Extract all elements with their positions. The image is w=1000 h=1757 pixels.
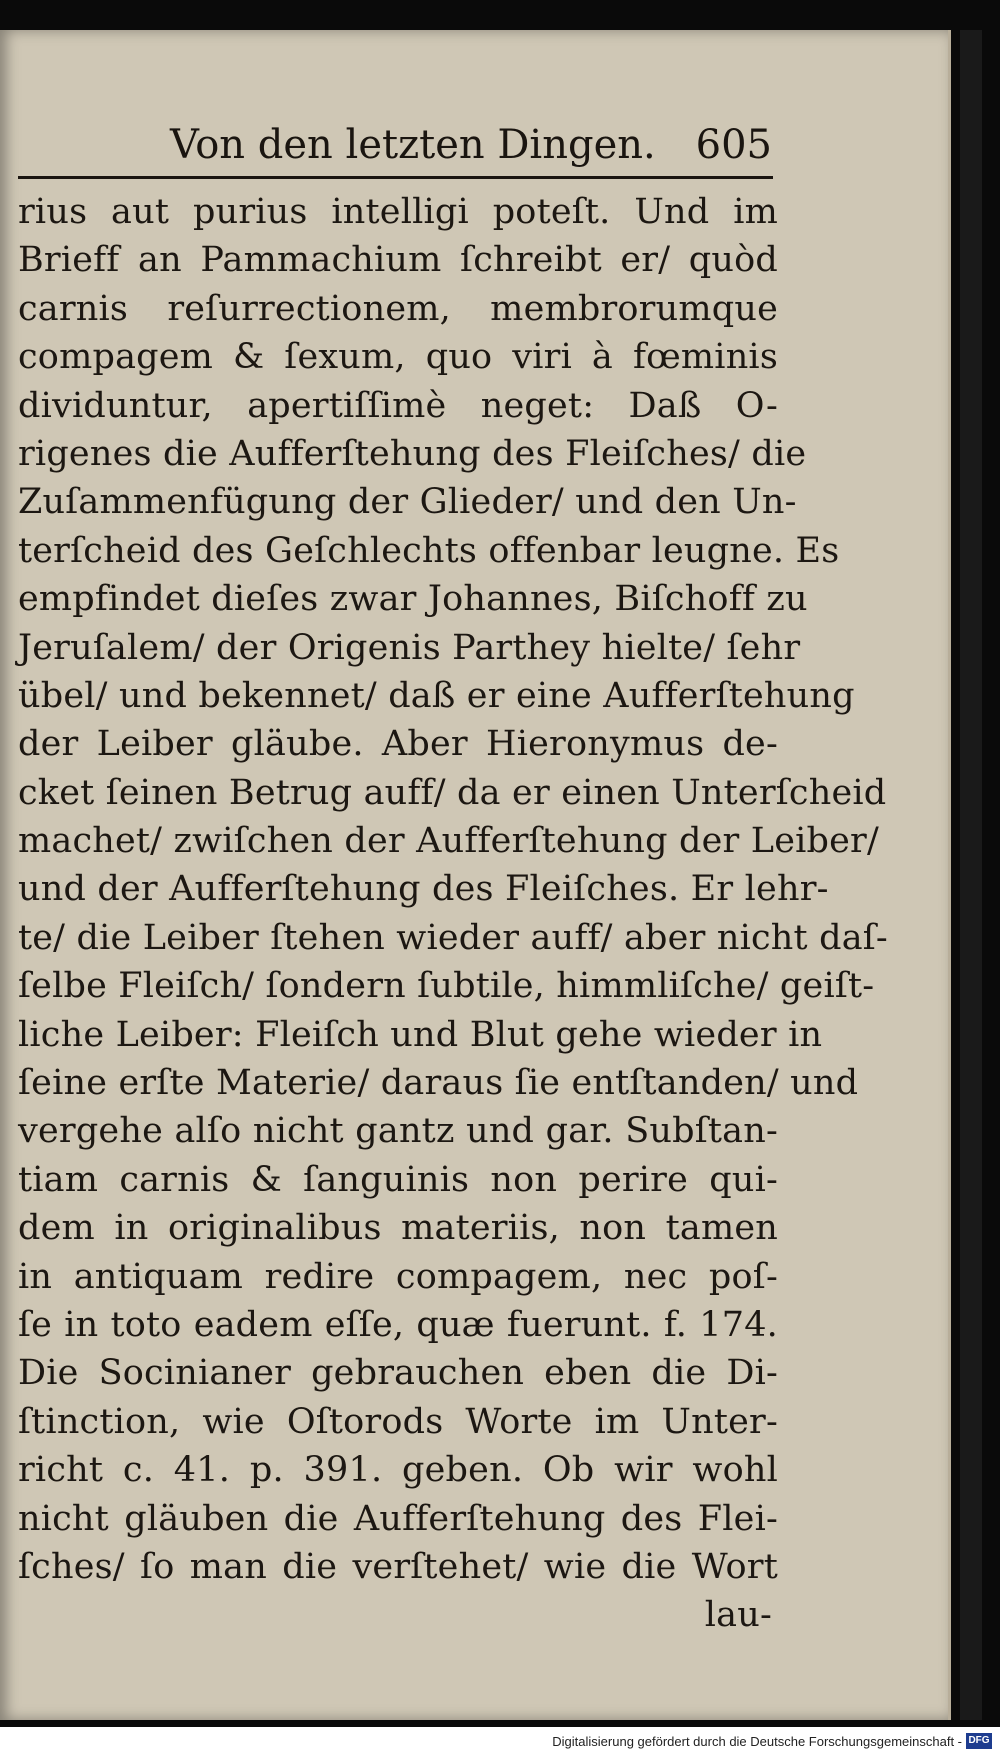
text-line: rigenes die Aufferſtehung des Fleiſches/ die [18,433,807,474]
text-line: Jeruſalem/ der Origenis Parthey hielte/ ſehr [18,627,801,668]
text-line: compagem & ſexum, quo viri à fœminis [18,337,778,378]
text-line: ſe in toto eadem eſſe, quæ fuerunt. f. 174. [18,1304,778,1345]
running-header [20,122,772,174]
text-line: empfindet dieſes zwar Johannes, Biſchoff zu [18,579,808,620]
text-line: vergehe alſo nicht gantz und gar. Subſtan- [18,1111,778,1152]
text-line: ſelbe Fleiſch/ ſondern ſubtile, himmliſche/ geiſt- [18,966,875,1007]
text-line: in antiquam redire compagem, nec poſ- [18,1256,778,1297]
text-line: ſtinction, wie Oſtorods Worte im Unter- [18,1401,778,1442]
text-line: und der Aufferſtehung des Fleiſches. Er lehr- [18,869,829,910]
page-number: 605 [695,122,772,168]
text-line: ſches/ ſo man die verſtehet/ wie die Wort [18,1546,778,1587]
text-line: machet/ zwiſchen der Aufferſtehung der Leiber/ [18,821,879,862]
text-line: dividuntur, apertiſſimè neget: Daß O- [18,385,778,426]
dfg-logo: DFG [966,1733,992,1749]
header-title: Von den letzten Dingen. [170,122,656,168]
book-page [0,30,951,1720]
header-rule [18,176,773,179]
text-line: rius aut purius intelligi poteſt. Und im [18,192,778,232]
text-line: der Leiber gläube. Aber Hieronymus de- [18,724,778,765]
text-line: terſcheid des Geſchlechts offenbar leugne. Es [18,530,840,571]
text-line: Zuſammenfügung der Glieder/ und den Un- [18,482,797,523]
footer-credit: Digitalisierung gefördert durch die Deutsche Forschungsgemeinschaft - [552,1734,962,1749]
text-line: dem in originalibus materiis, non tamen [18,1208,778,1249]
text-line: te/ die Leiber ſtehen wieder auff/ aber nicht daſ- [18,917,888,958]
text-line: Die Socinianer gebrauchen eben die Di- [18,1353,778,1394]
text-line: cket ſeinen Betrug auff/ da er einen Unterſcheid [18,772,887,813]
text-line: liche Leiber: Fleiſch und Blut gehe wieder in [18,1014,823,1055]
text-line: ſeine erſte Materie/ daraus ſie entſtanden/ und [18,1063,859,1104]
scan-edge [960,30,982,1720]
body-text [18,188,888,1640]
text-line: richt c. 41. p. 391. geben. Ob wir wohl [18,1450,778,1491]
text-line: lau- [704,1595,772,1636]
text-line: tiam carnis & ſanguinis non perire qui- [18,1159,778,1200]
text-line: carnis reſurrectionem, membrorumque [18,288,778,329]
text-line: übel/ und bekennet/ daß er eine Aufferſtehung [18,675,855,716]
text-line: nicht gläuben die Aufferſtehung des Flei- [18,1498,778,1539]
footer-bar [0,1727,1000,1757]
text-line: Brieff an Pammachium ſchreibt er/ quòd [18,240,778,281]
